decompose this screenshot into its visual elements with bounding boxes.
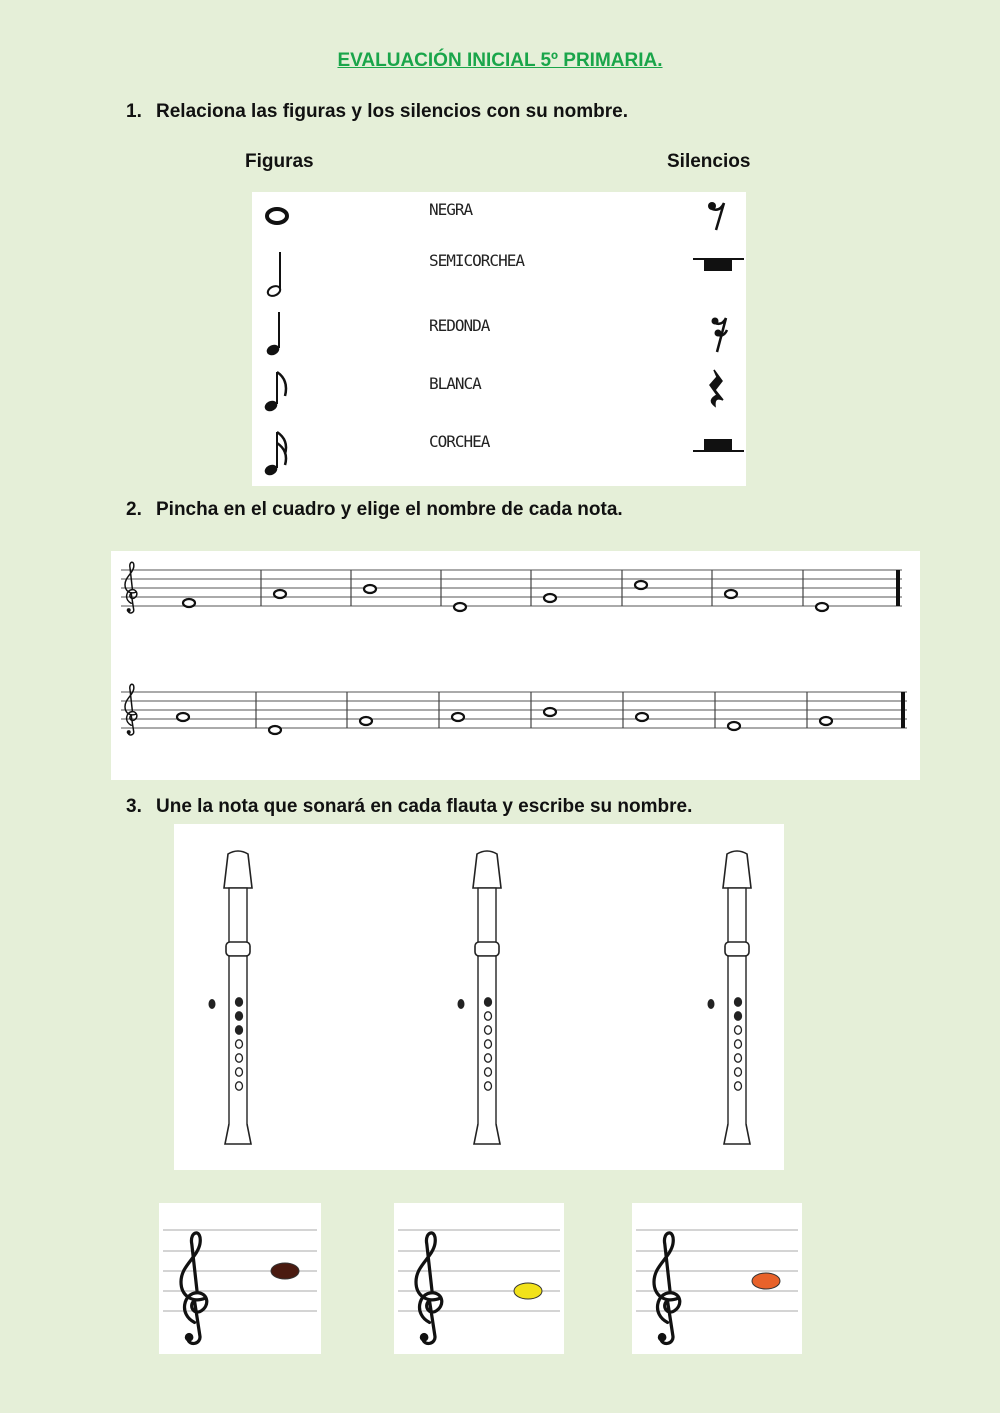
staves-svg <box>111 551 920 780</box>
question-text: Relaciona las figuras y los silencios con su nombre. <box>156 101 628 122</box>
finger-hole <box>485 1040 492 1048</box>
semicorchea-figure[interactable] <box>263 432 286 477</box>
thumb-hole <box>708 999 715 1009</box>
finger-hole <box>236 1012 243 1020</box>
treble-clef-icon <box>654 1233 680 1344</box>
clef-dot <box>658 1333 667 1342</box>
recorder-flute[interactable] <box>209 851 253 1144</box>
recorder-bell <box>724 1124 750 1144</box>
finger-hole <box>735 1082 742 1090</box>
colored-note <box>514 1283 542 1299</box>
thumb-hole <box>458 999 465 1009</box>
clef-stroke <box>181 1233 207 1344</box>
recorder-head <box>229 888 247 946</box>
question-number: 2. <box>126 499 142 520</box>
whole-note[interactable] <box>728 722 740 730</box>
recorder-joint <box>725 942 749 956</box>
recorders-card <box>174 824 784 1170</box>
name-label: CORCHEA <box>429 432 490 451</box>
finger-hole <box>735 1040 742 1048</box>
finger-hole <box>735 998 742 1006</box>
note-box-3[interactable] <box>632 1203 802 1354</box>
finger-hole <box>485 998 492 1006</box>
clef-dot <box>127 730 131 734</box>
whole-note[interactable] <box>360 717 372 725</box>
blanca-rest[interactable] <box>693 439 744 451</box>
blanca-figure[interactable] <box>266 252 282 298</box>
finger-hole <box>735 1012 742 1020</box>
finger-hole <box>236 1026 243 1034</box>
note-box-1[interactable] <box>159 1203 321 1354</box>
note-box-2[interactable] <box>394 1203 564 1354</box>
question-number: 3. <box>126 796 142 817</box>
finger-hole <box>485 1026 492 1034</box>
clef-stroke <box>416 1233 442 1344</box>
recorder-mouthpiece <box>224 851 252 888</box>
finger-hole <box>236 998 243 1006</box>
corchea-figure[interactable] <box>263 372 286 413</box>
redonda-figure[interactable] <box>267 209 287 223</box>
recorder-bell <box>225 1124 251 1144</box>
whole-note[interactable] <box>177 713 189 721</box>
page-title: EVALUACIÓN INICIAL 5º PRIMARIA. <box>337 50 663 71</box>
clef-stroke <box>654 1233 680 1344</box>
finger-hole <box>485 1012 492 1020</box>
whole-note[interactable] <box>725 590 737 598</box>
finger-hole <box>735 1026 742 1034</box>
finger-hole <box>485 1082 492 1090</box>
question-number: 1. <box>126 101 142 122</box>
recorder-head <box>728 888 746 946</box>
finger-hole <box>485 1068 492 1076</box>
recorder-flute[interactable] <box>708 851 752 1144</box>
semicorchea-rest[interactable] <box>712 318 728 353</box>
whole-note[interactable] <box>183 599 195 607</box>
recorder-flute[interactable] <box>458 851 502 1144</box>
clef-dot <box>185 1333 194 1342</box>
negra-figure[interactable] <box>265 312 281 357</box>
staff-notes-card <box>111 551 920 780</box>
clef-dot <box>127 608 131 612</box>
whole-note[interactable] <box>820 717 832 725</box>
whole-note[interactable] <box>544 708 556 716</box>
question-1 <box>126 101 628 123</box>
finger-hole <box>236 1082 243 1090</box>
recorders-svg <box>174 824 784 1170</box>
whole-note[interactable] <box>816 603 828 611</box>
finger-hole <box>735 1068 742 1076</box>
whole-note[interactable] <box>452 713 464 721</box>
corchea-rest[interactable] <box>708 202 724 230</box>
treble-clef-icon <box>181 1233 207 1344</box>
finger-hole <box>236 1040 243 1048</box>
whole-note[interactable] <box>364 585 376 593</box>
colored-note <box>752 1273 780 1289</box>
figuras-heading: Figuras <box>245 151 314 172</box>
clef-dot <box>420 1333 429 1342</box>
name-label: SEMICORCHEA <box>429 251 524 270</box>
question-text: Une la nota que sonará en cada flauta y escribe su nombre. <box>156 796 693 817</box>
finger-hole <box>485 1054 492 1062</box>
recorder-head <box>478 888 496 946</box>
recorder-joint <box>475 942 499 956</box>
treble-clef-icon <box>416 1233 442 1344</box>
whole-note[interactable] <box>636 713 648 721</box>
question-text: Pincha en el cuadro y elige el nombre de cada nota. <box>156 499 623 520</box>
recorder-mouthpiece <box>723 851 751 888</box>
name-label: NEGRA <box>429 200 473 219</box>
finger-hole <box>735 1054 742 1062</box>
whole-note[interactable] <box>544 594 556 602</box>
finger-hole <box>236 1068 243 1076</box>
colored-note <box>271 1263 299 1279</box>
name-label: BLANCA <box>429 374 481 393</box>
redonda-rest[interactable] <box>693 259 744 271</box>
finger-hole <box>236 1054 243 1062</box>
thumb-hole <box>209 999 216 1009</box>
negra-rest[interactable] <box>710 370 723 406</box>
silencios-heading: Silencios <box>667 151 751 172</box>
whole-note[interactable] <box>454 603 466 611</box>
whole-note[interactable] <box>269 726 281 734</box>
recorder-bell <box>474 1124 500 1144</box>
recorder-joint <box>226 942 250 956</box>
whole-note[interactable] <box>274 590 286 598</box>
whole-note[interactable] <box>635 581 647 589</box>
question-2 <box>126 499 623 521</box>
match-figures-card <box>252 192 746 486</box>
name-label: REDONDA <box>429 316 490 335</box>
question-3 <box>126 796 692 818</box>
recorder-mouthpiece <box>473 851 501 888</box>
